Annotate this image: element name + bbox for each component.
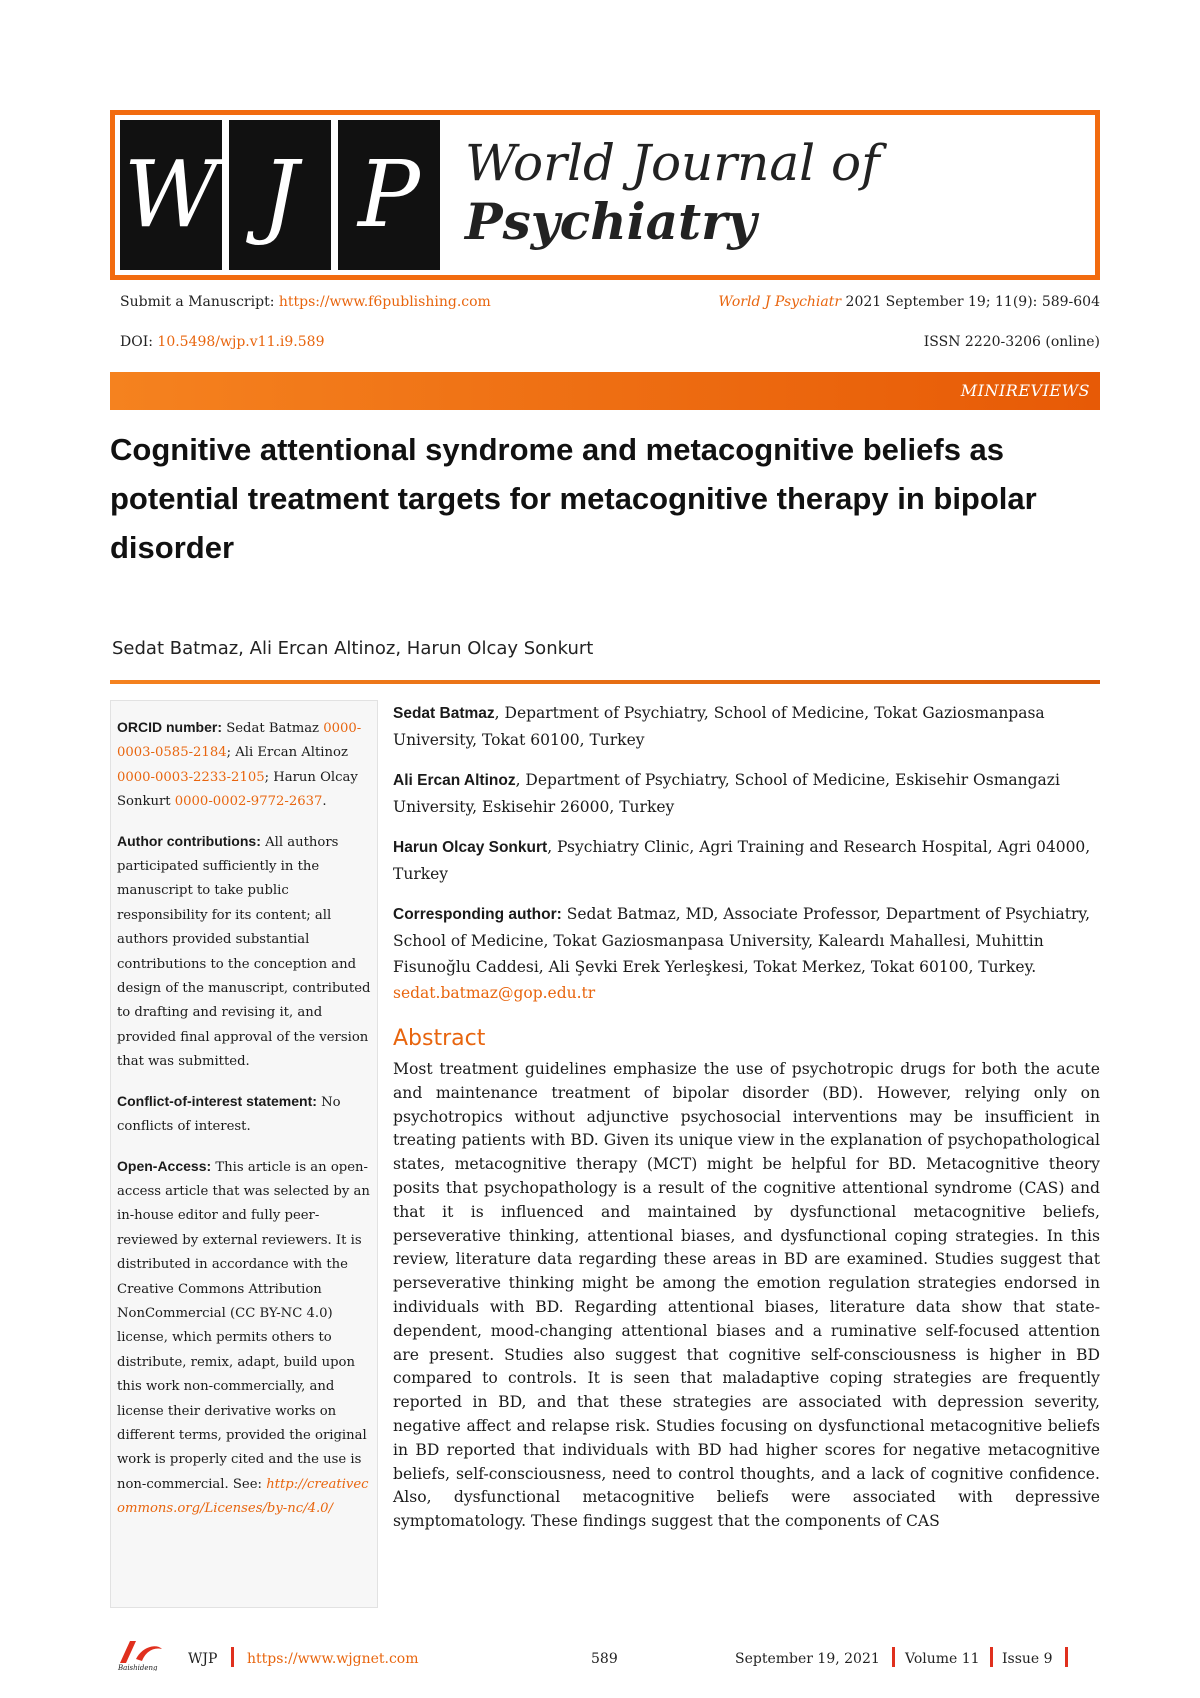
affiliation-2 bbox=[393, 767, 1100, 820]
abstract-text: Most treatment guidelines emphasize the use of psychotropic drugs for both the acute and maintenance treatment of bipolar disorder (BD). However, relying only on psychotropics without adjunctive psychosocial interventions may be insufficient in treating patients with BD. Given its unique view in the explanation of psychopathological states, metacognitive therapy (MCT) might be helpful for BD. Metacognitive theory posits that psychopathology is a result of the cognitive attentional syndrome (CAS) and that it is influenced and maintained by dysfunctional metacognitive beliefs, perseverative thinking, attentional biases, and dysfunctional coping strategies. In this review, literature data regarding these areas in BD are examined. Studies suggest that perseverative thinking might be among the emotion regulation strategies endorsed in individuals with BD. Regarding attentional biases, literature data show that state-dependent, mood-changing attentional biases and a ruminative self-focused attention are present. Studies also suggest that cognitive self-consciousness is higher in BD compared to controls. It is seen that maladaptive coping strategies are frequently reported in BD, and that these strategies are associated with depression severity, negative affect and relapse risk. Studies focusing on dysfunctional metacognitive beliefs in BD reported that individuals with BD had higher scores for negative metacognitive beliefs, self-consciousness, need to control thoughts, and a lack of cognitive confidence. Also, dysfunctional metacognitive beliefs were associated with depressive symptomatology. These findings suggest that the components of CAS bbox=[393, 1060, 1100, 1531]
footer-date: September 19, 2021 bbox=[735, 1651, 880, 1667]
submit-line bbox=[120, 294, 491, 310]
footer-url-link[interactable]: https://www.wjgnet.com bbox=[247, 1651, 419, 1667]
license-link[interactable]: http://creativecommons.org/Licenses/by-nc/4.0/ bbox=[117, 1476, 369, 1517]
logo-letter-w: W bbox=[120, 120, 222, 270]
affiliation-name: Ali Ercan Altinoz bbox=[393, 772, 516, 789]
divider-rule bbox=[110, 680, 1100, 684]
sidebar-info-box bbox=[110, 700, 378, 1608]
doi-line bbox=[120, 334, 324, 350]
footer-journal: WJP bbox=[188, 1651, 218, 1667]
footer-issue: Issue 9 bbox=[1002, 1651, 1053, 1667]
footer-separator bbox=[990, 1647, 993, 1667]
footer-separator bbox=[231, 1647, 234, 1667]
coi-label: Conflict-of-interest statement: bbox=[117, 1092, 317, 1109]
orcid-link-2[interactable]: 0000-0003-2233-2105 bbox=[117, 769, 265, 785]
citation-line bbox=[718, 294, 1100, 310]
contributions-block bbox=[117, 829, 372, 1075]
orcid-author-1: Sedat Batmaz bbox=[226, 721, 320, 736]
orcid-end: . bbox=[322, 794, 327, 810]
main-column bbox=[393, 700, 1100, 1548]
footer-separator bbox=[892, 1647, 895, 1667]
journal-name bbox=[465, 135, 880, 253]
open-access-label: Open-Access: bbox=[117, 1157, 212, 1174]
citation-details: 2021 September 19; 11(9): 589-604 bbox=[845, 294, 1100, 310]
open-access-block bbox=[117, 1154, 372, 1522]
orcid-link-3[interactable]: 0000-0002-9772-2637 bbox=[174, 794, 323, 810]
logo-letter-p: P bbox=[338, 120, 440, 270]
coi-text: No conflicts of interest. bbox=[117, 1094, 341, 1135]
corresponding-author bbox=[393, 901, 1100, 1006]
orcid-block bbox=[117, 715, 372, 815]
orcid-author-2: ; Ali Ercan Altinoz bbox=[226, 745, 348, 761]
journal-masthead bbox=[110, 110, 1100, 280]
abstract-heading: Abstract bbox=[393, 1026, 486, 1051]
open-access-text: This article is an open-access article that was selected by an in-house editor and fully peer-reviewed by external reviewers. It is distributed in accordance with the Creative Commons Attribution NonCommercial (CC BY-NC 4.0) license, which permits others to distribute, remix, adapt, build upon this work non-commercially, and license their derivative works on different terms, provided the original work is properly cited and the use is non-commercial. See: bbox=[117, 1159, 370, 1492]
citation-journal: World J Psychiatr bbox=[718, 294, 842, 310]
contributions-label: Author contributions: bbox=[117, 832, 261, 849]
issn: ISSN 2220-3206 (online) bbox=[923, 334, 1100, 350]
submit-link[interactable]: https://www.f6publishing.com bbox=[278, 294, 491, 310]
orcid-author-3: ; Harun Olcay Sonkurt bbox=[117, 769, 358, 810]
affiliation-name: Harun Olcay Sonkurt bbox=[393, 839, 548, 856]
orcid-link-1[interactable]: 0000-0003-0585-2184 bbox=[117, 721, 362, 761]
orcid-label: ORCID number: bbox=[117, 719, 222, 735]
publisher-logo bbox=[116, 1637, 178, 1671]
affiliation-name: Sedat Batmaz bbox=[393, 705, 495, 722]
submit-label: Submit a Manuscript: bbox=[120, 294, 275, 310]
doi-link[interactable]: 10.5498/wjp.v11.i9.589 bbox=[157, 334, 325, 350]
email-link[interactable]: sedat.batmaz@gop.edu.tr bbox=[393, 984, 596, 1002]
journal-name-line1: World Journal of bbox=[465, 134, 880, 192]
publisher-logo-text: Baishideng bbox=[118, 1664, 158, 1671]
page-footer bbox=[110, 1645, 1100, 1675]
section-bar bbox=[110, 372, 1100, 410]
author-list: Sedat Batmaz, Ali Ercan Altinoz, Harun Olcay Sonkurt bbox=[112, 638, 594, 659]
footer-volume: Volume 11 bbox=[905, 1651, 980, 1667]
footer-separator bbox=[1065, 1647, 1068, 1667]
affiliation-text: , Psychiatry Clinic, Agri Training and Research Hospital, Agri 04000, Turkey bbox=[393, 838, 1091, 883]
journal-name-line2: Psychiatry bbox=[465, 192, 757, 251]
section-label: MINIREVIEWS bbox=[960, 381, 1090, 400]
coi-block bbox=[117, 1089, 372, 1140]
corresponding-label: Corresponding author: bbox=[393, 906, 562, 923]
logo-letter-j: J bbox=[229, 120, 331, 270]
contributions-text: All authors participated sufficiently in the manuscript to take public responsibility for its content; all authors provided substantial contributions to the conception and design of the manuscript, contributed to drafting and revising it, and provided final approval of the version that was submitted. bbox=[117, 834, 371, 1070]
affiliation-text: , Department of Psychiatry, School of Medicine, Tokat Gaziosmanpasa University, Tokat 60100, Turkey bbox=[393, 704, 1045, 749]
page-number: 589 bbox=[591, 1651, 618, 1667]
affiliation-3 bbox=[393, 834, 1100, 887]
affiliation-text: , Department of Psychiatry, School of Medicine, Eskisehir Osmangazi University, Eskisehir 26000, Turkey bbox=[393, 771, 1060, 816]
affiliation-1 bbox=[393, 700, 1100, 753]
doi-label: DOI: bbox=[120, 334, 153, 350]
article-title: Cognitive attentional syndrome and metacognitive beliefs as potential treatment targets for metacognitive therapy in bipolar disorder bbox=[110, 432, 1037, 565]
corresponding-text: Sedat Batmaz, MD, Associate Professor, Department of Psychiatry, School of Medicine, Tokat Gaziosmanpasa University, Kaleardı Mahallesi, Muhittin Fisunoğlu Caddesi, Ali Şevki Erek Yerleşkesi, Tokat Merkez, Tokat 60100, Turkey. bbox=[393, 905, 1091, 976]
